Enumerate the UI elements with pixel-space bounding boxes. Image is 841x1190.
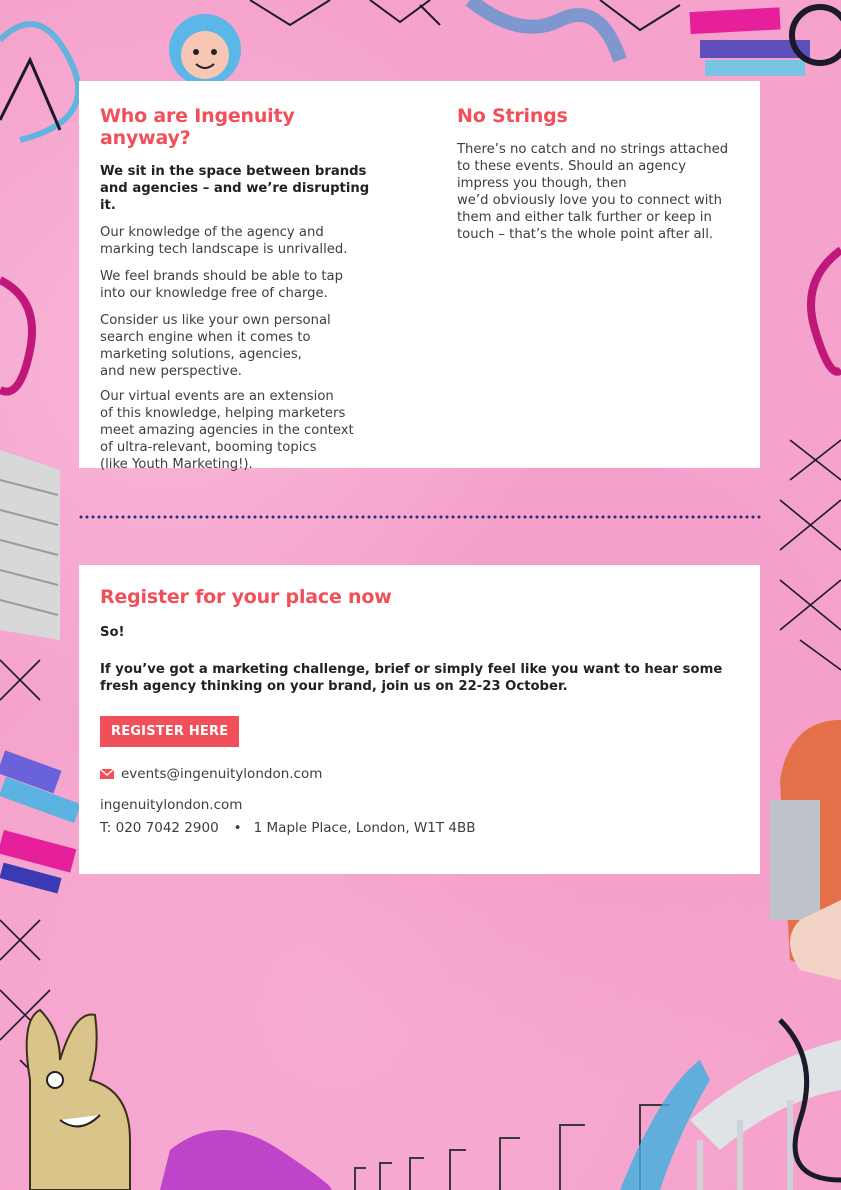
email-line[interactable] bbox=[100, 766, 740, 782]
intro-card bbox=[79, 81, 760, 472]
address: 1 Maple Place, London, W1T 4BB bbox=[253, 820, 476, 836]
portrait-collage-icon bbox=[770, 720, 841, 980]
rabbit-illustration-icon bbox=[27, 1010, 130, 1190]
register-body: If you’ve got a marketing challenge, brief or simply feel like you want to hear some fresh agency thinking on your brand, join us on 22-23 October. bbox=[100, 662, 723, 694]
about-paragraph: We feel brands should be able to tap into our knowledge free of charge. bbox=[100, 269, 343, 301]
about-lead: We sit in the space between brands and agencies – and we’re disrupting it. bbox=[100, 164, 370, 213]
about-paragraph: Consider us like your own personal search engine when it comes to marketing solutions, agencies, and new perspective. bbox=[100, 313, 331, 379]
website-link[interactable]: ingenuitylondon.com bbox=[100, 797, 243, 813]
bullet-separator: • bbox=[233, 820, 242, 836]
phone-address-line bbox=[100, 820, 740, 836]
no-strings-column bbox=[457, 105, 747, 243]
about-heading: Who are Ingenuity anyway? bbox=[100, 105, 295, 149]
building-icon bbox=[0, 450, 60, 640]
register-card bbox=[79, 565, 760, 874]
register-heading: Register for your place now bbox=[100, 586, 392, 608]
dotted-divider bbox=[78, 515, 762, 519]
about-paragraph: Our knowledge of the agency and marking tech landscape is unrivalled. bbox=[100, 225, 348, 257]
about-column bbox=[100, 105, 385, 473]
envelope-icon bbox=[100, 769, 114, 779]
register-so: So! bbox=[100, 625, 125, 640]
street-lights-icon bbox=[355, 1105, 670, 1190]
no-strings-body: There’s no catch and no strings attached to these events. Should an agency impress you though, then we’d obviously love you to connect with them and either talk further or keep in touch – that’s the whole point after all. bbox=[457, 142, 729, 242]
register-button[interactable]: REGISTER HERE bbox=[100, 716, 239, 747]
phone-number: T: 020 7042 2900 bbox=[100, 820, 219, 836]
no-strings-heading: No Strings bbox=[457, 105, 568, 127]
about-paragraph: Our virtual events are an extension of this knowledge, helping marketers meet amazing agencies in the context of ultra-relevant, booming topics (like Youth Marketing!). bbox=[100, 389, 354, 472]
email-link[interactable]: events@ingenuitylondon.com bbox=[121, 766, 323, 782]
